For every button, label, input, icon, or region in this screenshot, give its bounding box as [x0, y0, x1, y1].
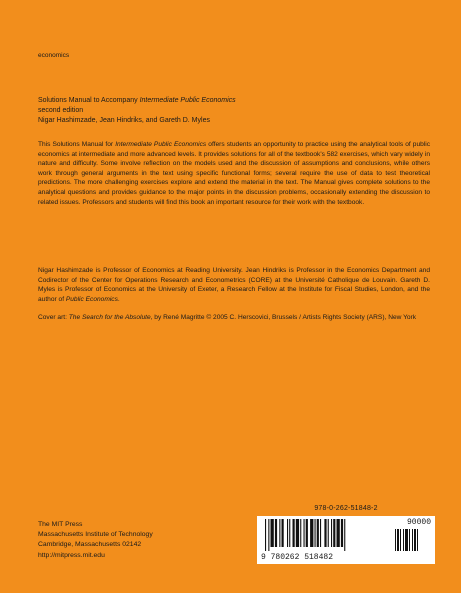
description-title-italic: Intermediate Public Economics: [115, 141, 207, 148]
title-italic: Intermediate Public Economics: [139, 97, 236, 104]
book-title: [38, 96, 428, 106]
barcode-area: [257, 505, 435, 564]
description-paragraph: [38, 140, 430, 207]
cover-art-title: The Search for the Absolute: [68, 314, 151, 321]
cover-art-credit: [38, 313, 430, 323]
barcode-digits: 9 780262 518482: [261, 553, 334, 562]
barcode-price-code: 90000: [406, 518, 431, 527]
barcode-bars-icon: [263, 519, 429, 553]
bio-italic: Public Economics: [65, 295, 118, 303]
description-part1: This Solutions Manual for: [38, 141, 116, 148]
cover-art-prefix: Cover art:: [38, 314, 69, 321]
publisher-url: http://mitpress.mit.edu: [38, 551, 105, 559]
publisher-institution: Massachusetts Institute of Technology: [38, 531, 153, 539]
publisher-name: The MIT Press: [38, 521, 83, 528]
publisher-city: Cambridge, Massachusetts 02142: [38, 541, 142, 549]
description-part2: offers students an opportunity to practice using the analytical tools of public economics at intermediate and more advanced levels. It provides solutions for all of the textbook's 582 exercises, which vary widely in nature and difficulty. Some involve reflection on the models used and the discussion of assumptions and conclusions, while others work through general arguments in the text using specific functional forms; several require the use of data to test theoretical predictions. The more challenging exercises explore and extend the material in the text. The Manual gives complete solutions to the analytical questions and provides guidance to the major points in the discussion problems, occasionally extending the discussion to related issues. Professors and students will find this book an important resource for their work with the textbook.: [38, 141, 431, 206]
cover-art-suffix: , by René Magritte © 2005 C. Herscovici, Brussels / Artists Rights Society (ARS), New York: [150, 314, 417, 321]
barcode: [257, 516, 435, 564]
category-label: economics: [38, 52, 70, 59]
bio-text: Nigar Hashimzade is Professor of Economics at Reading University. Jean Hindriks is Professor in the Economics Department and Codirector of the Center for Operations Research and Econometrics (CORE) at the Université Catholique de Louvain. Gareth D. Myles is Professor of Economics at the University of Exeter, a Research Fellow at the Institute for Fiscal Studies, London, and the author of: [38, 267, 430, 303]
authors: Nigar Hashimzade, Jean Hindriks, and Gareth D. Myles: [38, 117, 210, 124]
edition: second edition: [38, 107, 84, 114]
bio-end: .: [117, 295, 120, 303]
publisher-block: [38, 520, 153, 561]
title-block: [38, 96, 428, 126]
title-prefix: Solutions Manual to Accompany: [38, 97, 140, 104]
author-bio-paragraph: [38, 266, 430, 304]
isbn: 978-0-262-51848-2: [314, 505, 378, 512]
